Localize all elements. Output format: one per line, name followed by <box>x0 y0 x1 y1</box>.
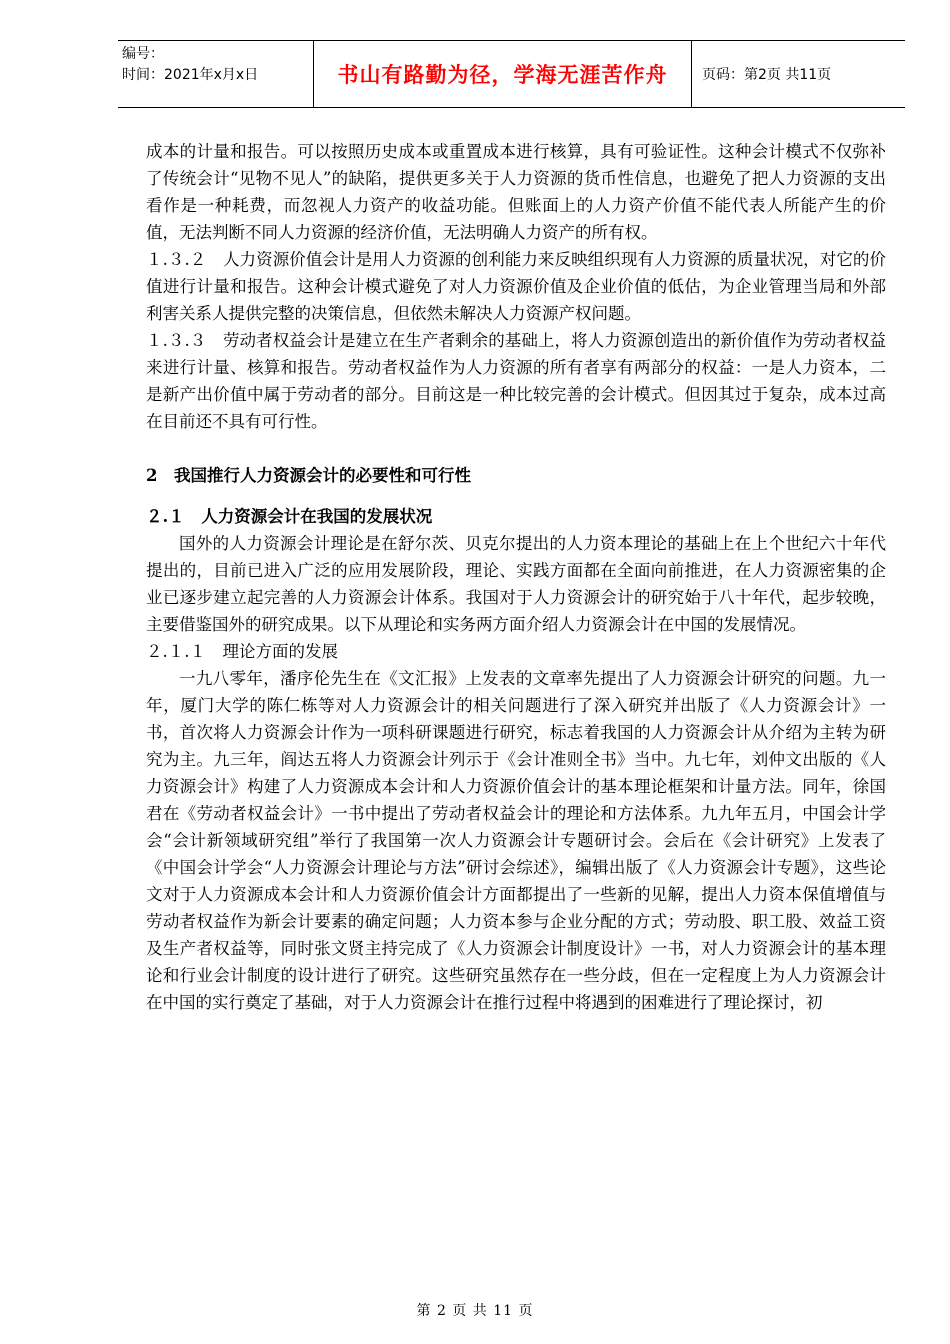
section-heading: 2 我国推行人力资源会计的必要性和可行性 <box>146 466 471 485</box>
body-paragraph: 一九八零年，潘序伦先生在《文汇报》上发表的文章率先提出了人力资源会计研究的问题。九一年，厦门大学的陈仁栋等对人力资源会计的相关问题进行了深入研究并出版了《人力资源会计》一书，首次将人力资源会计作为一项科研课题进行研究，标志着我国的人力资源会计从介绍为主转为研究为主。九三年，阎达五将人力资源会计列示于《会计准则全书》当中。九七年，刘仲文出版的《人力资源会计》构建了人力资源成本会计和人力资源价值会计的基本理论框架和计量方法。同年，徐国君在《劳动者权益会计》一书中提出了劳动者权益会计的理论和方法体系。九九年五月，中国会计学会“会计新领域研究组”举行了我国第一次人力资源会计专题研讨会。会后在《会计研究》上发表了《中国会计学会“人力资源会计理论与方法”研讨会综述》，编辑出版了《人力资源会计专题》，这些论文对于人力资源成本会计和人力资源价值会计方面都提出了一些新的见解，提出人力资本保值增值与劳动者权益作为新会计要素的确定问题；人力资本参与企业分配的方式；劳动股、职工股、效益工资及生产者权益等，同时张文贤主持完成了《人力资源会计制度设计》一书，对人力资源会计的基本理论和行业会计制度的设计进行了研究。这些研究虽然存在一些分歧，但在一定程度上为人力资源会计在中国的实行奠定了基础，对于人力资源会计在推行过程中将遇到的困难进行了理论探讨，初 <box>146 669 886 1012</box>
body-paragraph: １.３.３ 劳动者权益会计是建立在生产者剩余的基础上，将人力资源创造出的新价值作为劳动者权益来进行计量、核算和报告。劳动者权益作为人力资源的所有者享有两部分的权益：一是人力资本，二是新产出价值中属于劳动者的部分。目前这是一种比较完善的会计模式。但因其过于复杂，成本过高在目前还不具有可行性。 <box>146 331 886 431</box>
body-paragraph: １.３.２ 人力资源价值会计是用人力资源的创利能力来反映组织现有人力资源的质量状况，对它的价值进行计量和报告。这种会计模式避免了对人力资源价值及企业价值的低估，为企业管理当局和外部利害关系人提供完整的决策信息，但依然未解决人力资源产权问题。 <box>146 250 886 323</box>
document-time-label: 时间：2021年x月x日 <box>122 67 259 83</box>
subsection-heading: ２.１ 人力资源会计在我国的发展状况 <box>146 507 433 526</box>
header-meta <box>118 41 314 107</box>
page-footer: 第 2 页 共 11 页 <box>416 1303 534 1319</box>
header-motto: 书山有路勤为径，学海无涯苦作舟 <box>314 41 692 107</box>
body-paragraph: 国外的人力资源会计理论是在舒尔茨、贝克尔提出的人力资本理论的基础上在上个世纪六十年代提出的，目前已进入广泛的应用发展阶段，理论、实践方面都在全面向前推进，在人力资源密集的企业已逐步建立起完善的人力资源会计体系。我国对于人力资源会计的研究始于八十年代，起步较晚，主要借鉴国外的研究成果。以下从理论和实务两方面介绍人力资源会计在中国的发展情况。 <box>146 534 886 634</box>
header-page-number: 页码：第2页 共11页 <box>702 67 832 83</box>
sub-subsection-heading: ２.１.１ 理论方面的发展 <box>146 642 338 661</box>
page-header <box>118 40 905 108</box>
document-number-label: 编号： <box>122 46 164 62</box>
document-body <box>146 138 886 1016</box>
body-paragraph: 成本的计量和报告。可以按照历史成本或重置成本进行核算，具有可验证性。这种会计模式不仅弥补了传统会计“见物不见人”的缺陷，提供更多关于人力资源的货币性信息，也避免了把人力资源的支出看作是一种耗费，而忽视人力资产的收益功能。但账面上的人力资产价值不能代表人所能产生的价值，无法判断不同人力资源的经济价值，无法明确人力资产的所有权。 <box>146 142 886 242</box>
